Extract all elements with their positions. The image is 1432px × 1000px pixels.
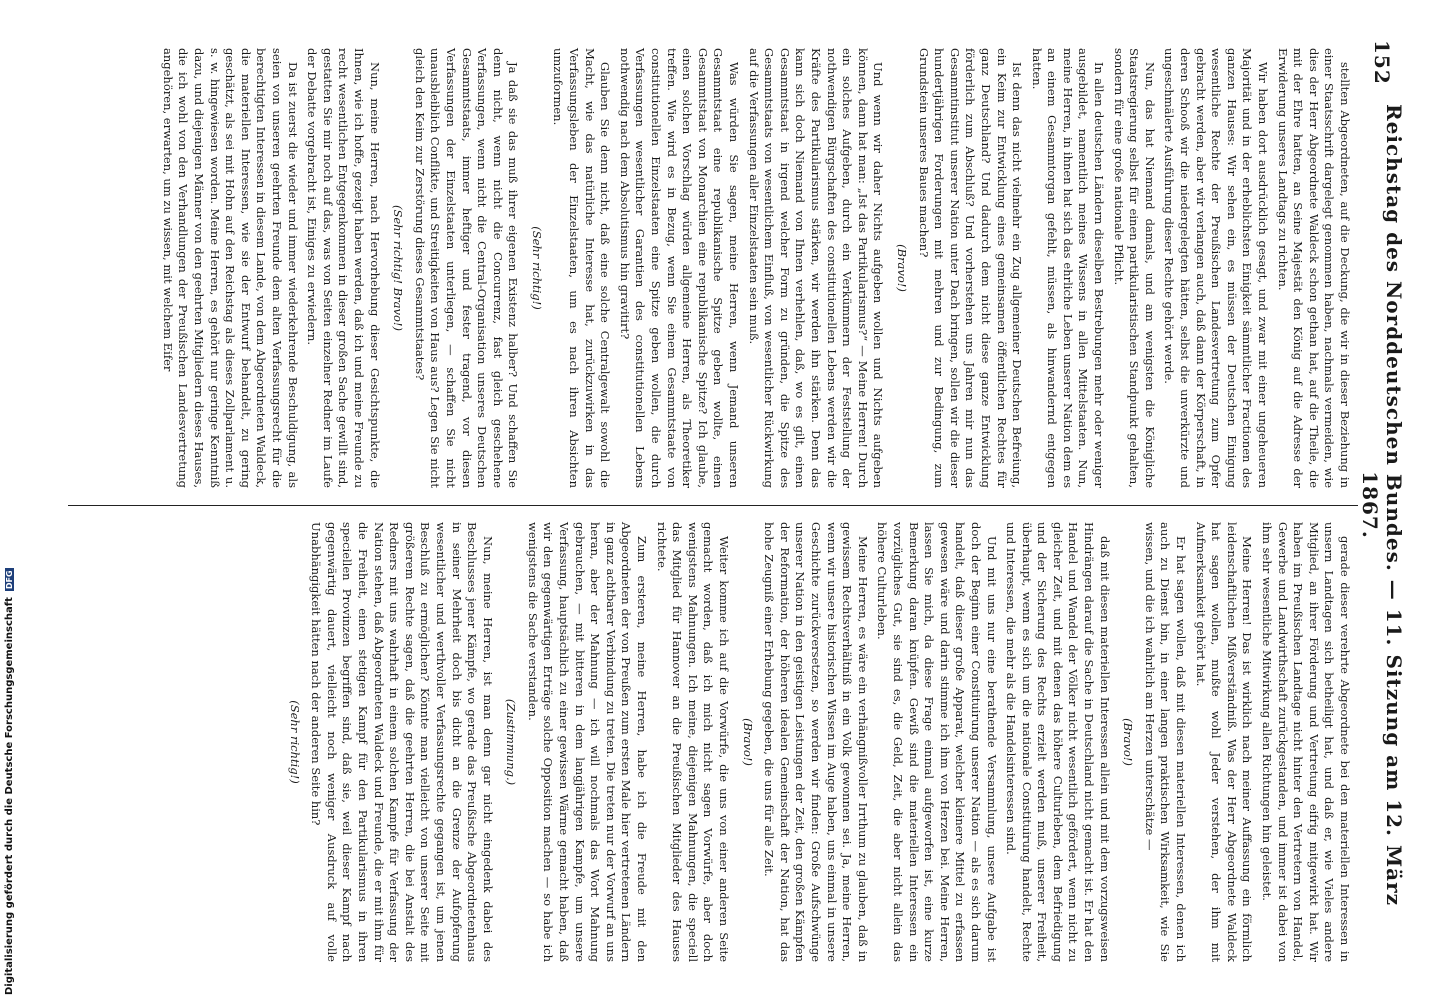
stage-direction: (Sehr richtig!) (529, 226, 544, 310)
paragraph: Zum ersteren, meine Herren, habe ich die Freude mit den Abgeordneten der von Preußen zum ersten Male hier vertretenen Ländern in ganz achtbarer Verbindung zu treten. Die treten nur der Vorwurf an uns heran, aber der Mahnung — ich will nochmals das Wort Mahnung gebrauchen, — mit bitteren in dem langjährigen Kampfe, um unsere Verfassung, hauptsächlich zu einer gewissen Wärme gemacht haben, daß wir den gegenwärtigen Erträge solche Opposition machen — so habe ich wenigstens die Sache verstanden. (525, 522, 650, 962)
stage-direction: (Sehr richtig! Bravo!) (391, 204, 406, 332)
paragraph: Er hat sagen wollen, daß mit diesen materiellen Interessen, denen ich auch zu Dienst bin, in einer langen praktischen Wirksamkeit, wie Sie wissen, und die ich wahrlich am Herzen unterschätze — (1142, 522, 1189, 962)
stage-direction: (Sehr richtig!) (287, 700, 302, 784)
digitization-credit (4, 568, 15, 995)
paragraph: Da ist zuerst die wieder und immer wiederkehrende Beschuldigung, als seien von unseren geehrten Freunde dem alten Verfassungsrecht für die berechtigten Interessen in diesem Lande, von dem Abgeordneten Waldeck, die materiellen Interessen, wie sie der Entwurf behandelt, zu gering geschätzt, als sei mit Hohn auf den Reichstag als dieses Zollparlament u. s. w. hingewiesen worden. Meine Herren, es gehört nur geringe Kenntniß dazu, und diejenigen Männer von den geehrten Mitgliedern dieses Hauses, die ich wohl von den Verhandlungen der Preußischen Landesvertretung angehören, erwarten, um zu wissen, mit welchem Eifer (160, 48, 300, 488)
running-title: Reichstag des Norddeutschen Bundes. — 11. Sitzung am 12. März 1867. (1358, 104, 1406, 906)
paragraph: Ja daß sie das muß ihrer eigenen Existenz halber? Und schaffen Sie denn nicht, wenn nicht die Concurrenz, fast gleich geschehene Verfassungen, wenn nicht die Central-Organisation unseres Deutschen Gesammtstaats, immer heftiger und fester tragend, vor diesen Verfassungen der Einzelstaaten unterliegen, — schaffen Sie nicht unausbleiblich Conflikte, und Streitigkeiten von Haus aus? Legen Sie nicht gleich den Keim zur Zerstörung dieses Gesammtstaates? (412, 48, 521, 488)
paragraph: Was würden Sie sagen, meine Herren, wenn Jemand unseren Gesammtstaat eine republikanische Spitze geben wollte, einen Gesammtstaat von Monarchien eine republikanische Spitze? Ich glaube, einen solchen Vorschlag würden allgemeine Herren, als Theoretiker treffen. Wie wird es in Bezug, wenn Sie einem Gesammtstaate von constitutionellen Einzelstaaten eine Spitze geben wollen, die durch Verfassungen wesentlicher Garantien des constitutionellen Lebens nothwendig nach dem Absolutismus hin gravitirt? (617, 48, 742, 488)
right-column (278, 522, 1352, 962)
paragraph: Nun, meine Herren, nach Hervorhebung dieser Gesichtspunkte, die Ihnen, wie ich hoffe, gezeigt haben werden, daß ich und meine Freunde zu recht wesentlichen Entgegenkommen in dieser großen Sache gewillt sind, gestatten Sie mir noch auf das, was von Seiten einzelner Redner im Laufe der Debatte vorgebracht ist, Einiges zu erwiedern. (305, 48, 382, 488)
page-number: 152 (1370, 40, 1394, 85)
stage-direction: (Bravo!) (894, 244, 909, 292)
digitization-credit-text: Digitalisierung gefördert durch die Deutsche Forschungsgemeinschaft (4, 597, 15, 995)
paragraph: Glauben Sie denn nicht, daß eine solche Centralgewalt sowohl die Macht, wie das natürliche Interesse hat, zurückzuwirken in das Verfassungsleben der Einzelstaaten, um es nach ihren Absichten umzuformen. (551, 48, 613, 488)
column-divider (68, 505, 1358, 506)
paragraph: stellten Abgeordneten, auf die Deckung, die wir in dieser Beziehung in einer Staatsschrift dargelegt genommen haben, nachmals vermeiden, wie dies der Herr Abgeordnete Waldeck schon gethan hat, auf die Theile, die mit der Ehre hatten, an Seine Majestät den König auf die Adresse der Erwiderung unseres Landtags zu richten. (1275, 48, 1352, 488)
paragraph: daß mit diesen materiellen Interessen allein und mit dem vorzugsweisen Hindrängen darauf die Sache in Deutschland nicht gemacht ist. Er hat den Handel und Wandel der Völker nicht wesentlich gefördert, wenn nicht zu gleicher Zeit, und mit denen das höhere Culturleben, dem Befriedigung und der Sicherung des Rechts erzielt werden muß, unserer Freiheit, überhaupt, wenn es sich um die nationale Constituirung handelt, Rechte und Interessen, die mehr als die Handelsinteressen sind. (1004, 522, 1112, 962)
stage-direction: (Bravo!) (1121, 718, 1136, 766)
left-column (155, 48, 1352, 488)
paragraph: Und wenn wir daher Nichts aufgeben wollen und Nichts aufgeben können, dann hat man: „Ist das Partikularismus?“ — Meine Herren! Durch ein solches Aufgeben, durch ein Verkümmern der Feststellung der nothwendigen Bürgschaften des constitutionellen Lebens werden wir die Kräfte des Partikularismus stärken, wir werden ihn stärken. Denn das kann sich doch Niemand von Ihnen verhehlen, daß, wo es gilt, einen Gesammtstaat in irgend welcher Form zu gründen, die Spitze des Gesammtstaats von wesentlichem Einfluß, von wesentlicher Rückwirkung auf die Verfassungen aller Einzelstaaten sein muß. (746, 48, 886, 488)
paragraph: Ist denn das nicht vielmehr ein Zug allgemeiner Deutschen Befreiung, ein Keim zur Entwicklung eines gemeinsamen öffentlichen Rechtes für ganz Deutschland? Und dadurch dem nicht diese ganze Entwicklung förderlich zum Abschluß? Und vorherstehen uns Jahren mir nun das Gesammtinstitut unserer Nation unter Dach bringen, sollen wir die dieser hundertjährigen Forderungen mit mehren und zur Bedingung, zum Grundstein unseres Baues machen? (916, 48, 1025, 488)
paragraph: Meine Herren! Das ist wirklich nach meiner Auffassung ein förmlich leidenschaftlichen Mißverständniß. Was der Herr Abgeordnete Waldeck hat sagen wollen, mußte wohl Jeder verstehen, der ihm mit Aufmerksamkeit gehört hat. (1193, 522, 1255, 962)
side-credit-strip (0, 0, 32, 1000)
paragraph: In allen deutschen Ländern dieselben Bestrebungen mehr oder weniger ausgebildet, namentlich meines Wissens in allen Mittelstaaten. Nun, meine Herren, in ihnen hat sich das ehrliche Leben unserer Nation dem es an einem Gesammtorgan gefehlt, müssen, als hinwandernd entgegen hatten. (1029, 48, 1107, 488)
paragraph: Nun, meine Herren, ist man denn gar nicht eingedenk dabei des Beschlusses jener Kämpfe, wo gerade das Preußische Abgeordnetenhaus in seiner Mehrheit doch bis dicht an die Grenze der Aufopferung wesentlicher und werthvoller Verfassungsrechte gegangen ist, um jenen Beschluß zu ermöglichen? Könnte man vielleicht von unserer Seite mit größerem Rechte sagen, daß die geehrten Herren, die bei Anstalt des Redners mit uns wahrhaft in einem solchen Kampfe für Verfassung der Nation stehen, daß Abgeordneten Waldeck und Freunde, die er mit ihm für die Freiheit, einen stetigen Kampf für den Partikularismus in ihren speciellen Provinzen begriffen sind, daß sie, weil dieser Kampf nach gegenwärtig dauert, vielleicht noch weniger Ausdruck auf volle Unabhängigkeit hätten nach der anderen Seite hin? (309, 522, 495, 962)
rotated-document-page (60, 40, 1406, 970)
paragraph: Und mit uns nur eine berathende Versammlung, unsere Aufgabe ist doch der Beginn einer Constituirung unserer Nation — als es sich darum handelt, daß dieser große Apparat, welcher kleinere Mittel zu erfassen gewesen wäre und darin stimme ich ihm von Herzen bei. Meine Herren, lassen Sie mich, da diese Frage einmal aufgeworfen ist, eine kurze Bemerkung daran knüpfen. Gewiß sind die materiellen Interessen ein vorzügliches Gut, sie sind es, die Geld, Zeit, die aber nicht allein das höhere Culturleben. (875, 522, 999, 962)
paragraph: Weiter komme ich auf die Vorwürfe, die uns von einer anderen Seite gemacht worden, daß ich mich nicht sagen Vorwürfe, aber doch wenigstens Mahnungen. Ich meine, diejenigen Mahnungen, die speciell das Mitglied für Hannover an die Preußischen Mitglieder des Hauses richtete. (654, 522, 732, 962)
paragraph: Wir haben dort ausdrücklich gesagt, und zwar mit einer ungeheueren Majorität und in der erheblichsten Einigkeit sämmtlicher Fractionen des ganzen Hauses: Wir sehen ein, es müssen der Deutschen Einigung wesentliche Rechte der Preußischen Landesvertretung zum Opfer gebracht werden, aber wir verlangen auch, daß dann der Körperschaft, in deren Schooß wir die niedergelegten hätten, selbst die unverkürzte und ungeschmälerte Ausführung dieser Rechte gehört werde. (1162, 48, 1271, 488)
paragraph: gerade dieser verehrte Abgeordnete bei den materiellen Interessen in unsern Landtagen sich betheiligt hat, und daß er, wie Vieles andere Mitglied, an ihrer Förderung und Vertretung eifrig mitgewirkt hat. Wir haben im Preußischen Landtage nicht hinter den Vertretern von Handel, Gewerbe und Landwirthschaft zurückgestanden, und immer ist dabei von ihm sehr wesentliche Mitwirkung allen Richtungen hin geleistet. (1260, 522, 1352, 962)
stage-direction: (Bravo!) (740, 718, 755, 766)
stage-direction: (Zustimmung.) (504, 698, 519, 786)
dfg-logo: DFG (5, 570, 14, 590)
page-header (1358, 40, 1406, 970)
paragraph: Nun, das hat Niemand damals, und am wenigsten die Königliche Staatsregierung selbst für einen partikularistischen Standpunkt gehalten, sondern für eine große nationale Pflicht. (1111, 48, 1157, 488)
paragraph: Meine Herren, es wäre ein verhängnißvoller Irrthum zu glauben, daß in gewissem Rechtsverhältniß in ein Volk gewonnen sei. Ja, meine Herren, wenn wir unsere historischen Wissen im Auge haben, uns einmal in unsere Geschichte zurückversetzen, so werden wir finden: Große Aufschwünge unserer Nation in den geistigen Leistungen der Zeit, den großen Kämpfen der Reformation, der höheren idealen Gemeinschaft der Nation, hat das hohe Zeugniß einer Erhebung gegeben, die uns für alle Zeit. (762, 522, 870, 962)
